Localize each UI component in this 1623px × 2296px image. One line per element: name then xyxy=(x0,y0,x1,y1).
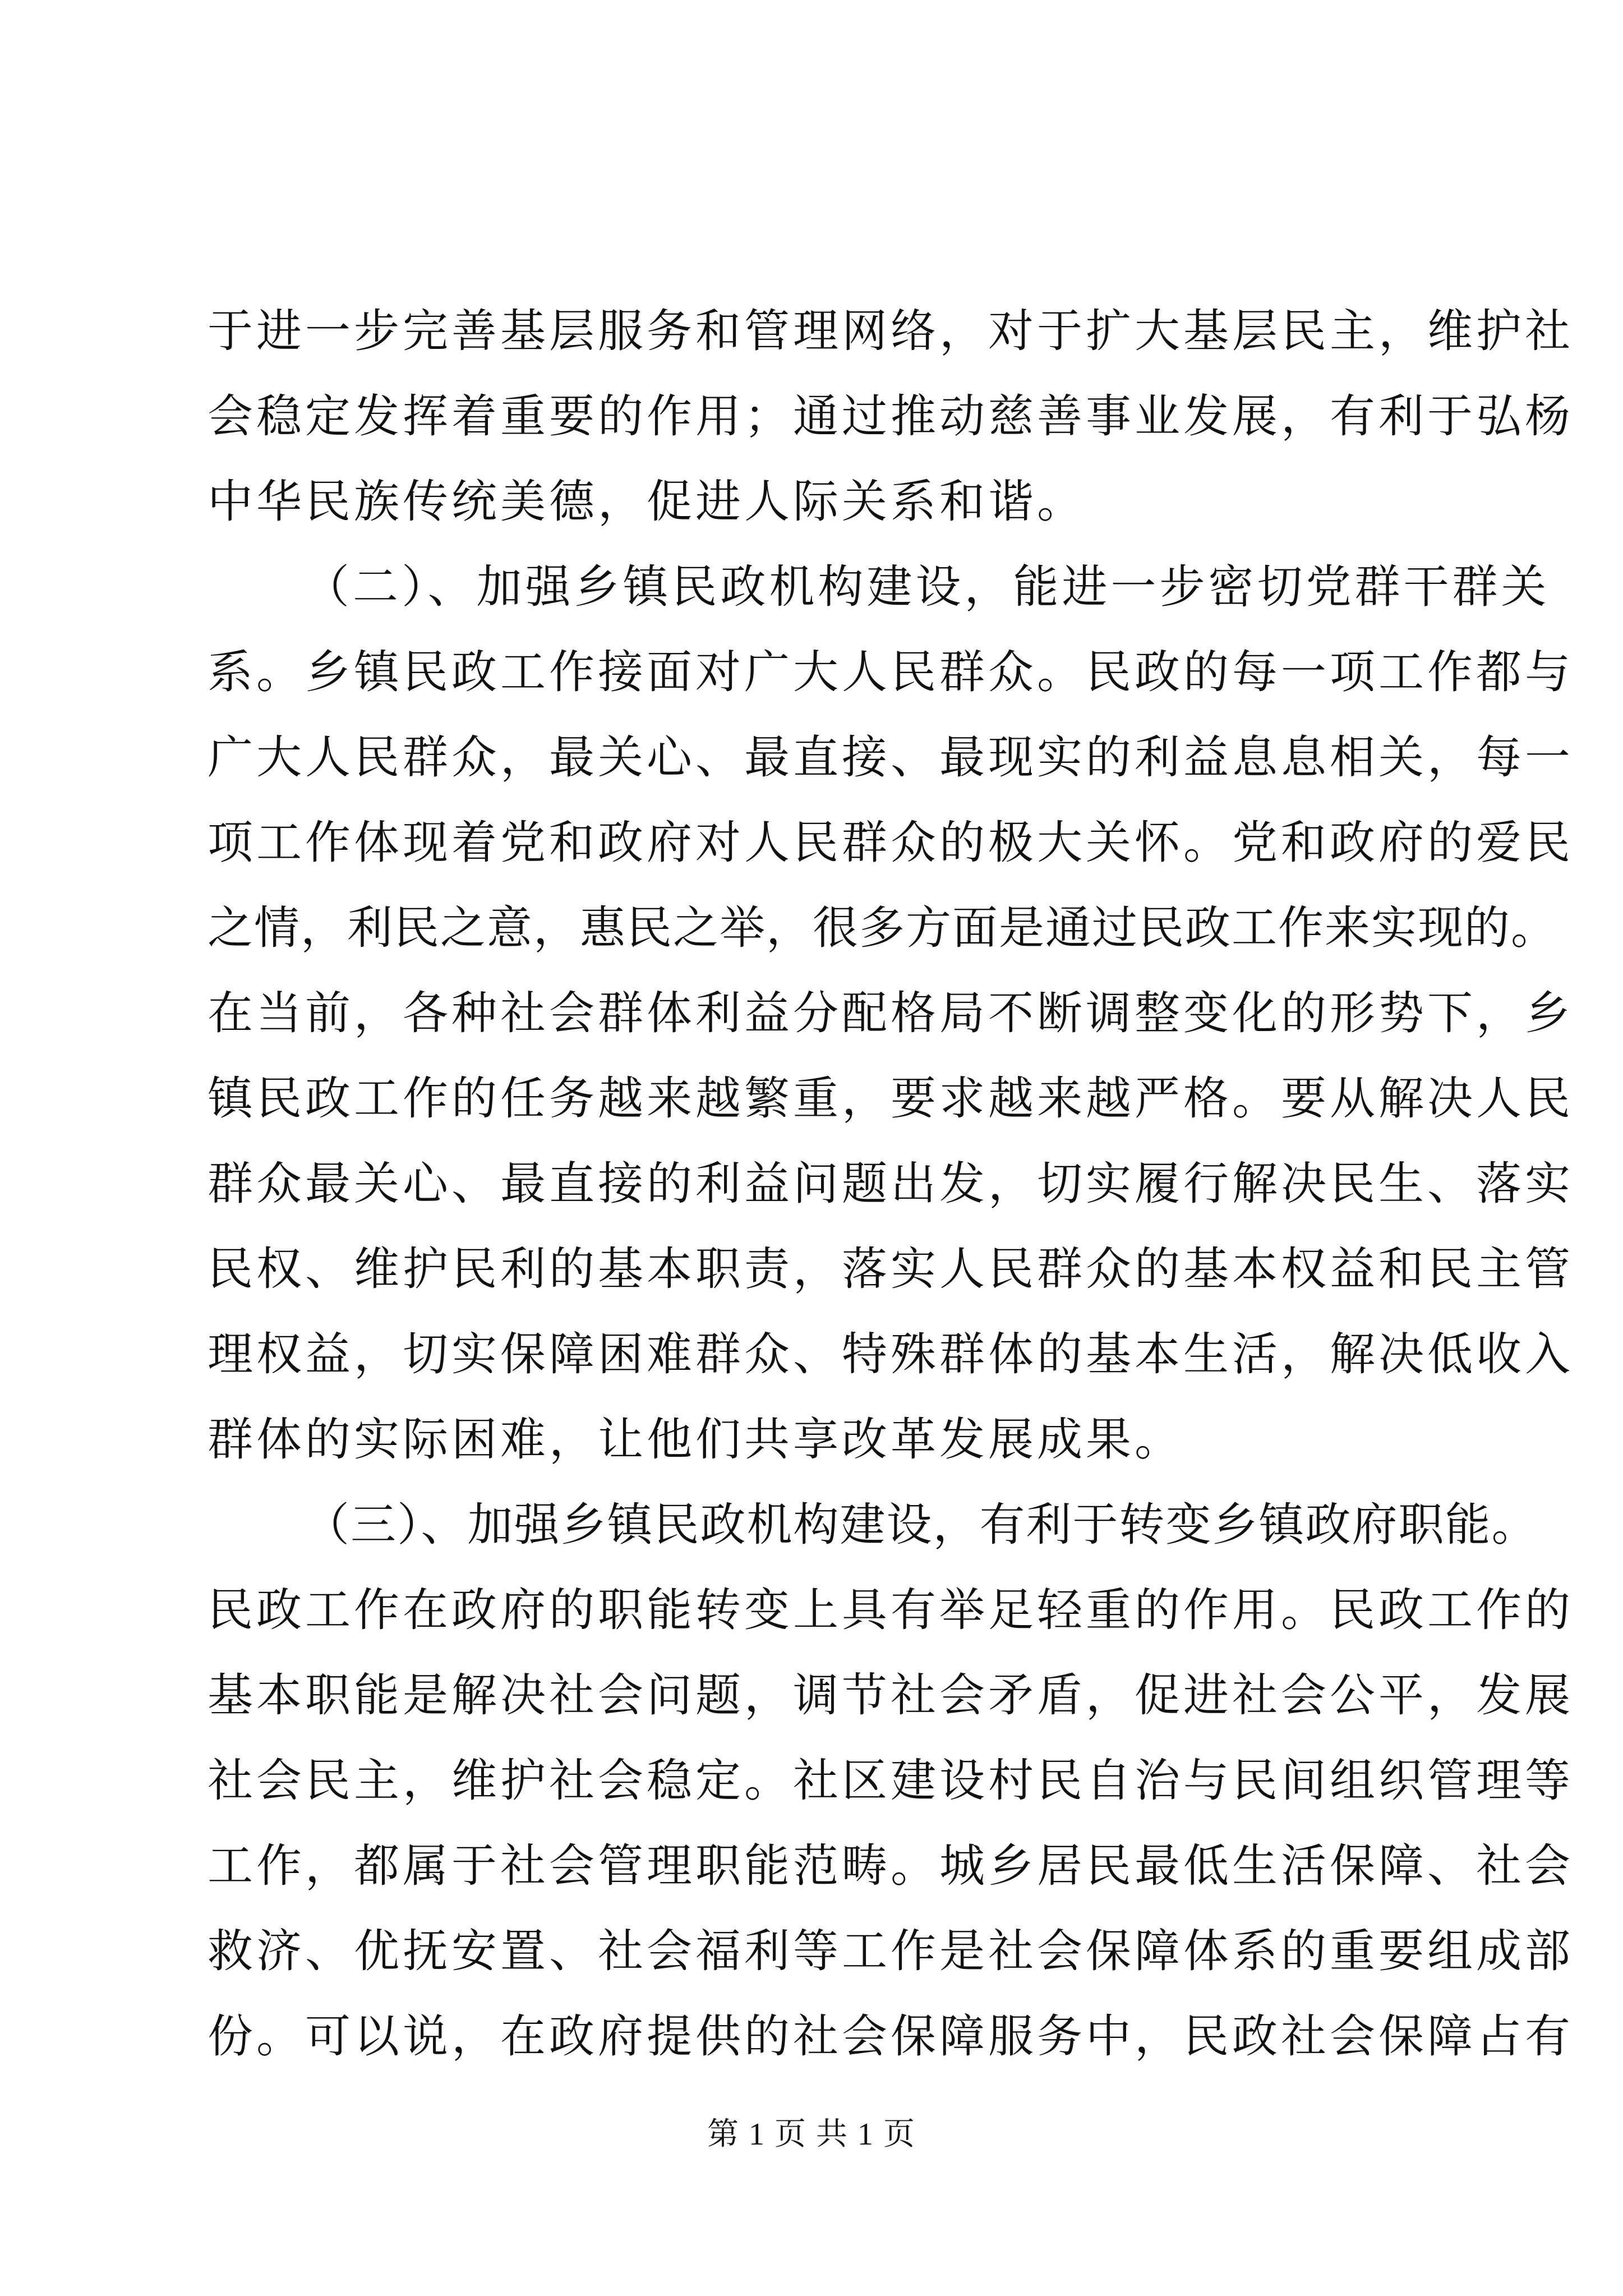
text-line: 广大人民群众，最关心、最直接、最现实的利益息息相关，每一 xyxy=(208,731,1574,784)
text-line: 社会民主，维护社会稳定。社区建设村民自治与民间组织管理等 xyxy=(208,1755,1574,1807)
text-line: 基本职能是解决社会问题，调节社会矛盾，促进社会公平，发展 xyxy=(208,1669,1574,1722)
paragraph-heading-line: （三）、加强乡镇民政机构建设，有利于转变乡镇政府职能。 xyxy=(304,1499,1538,1552)
text-line: 工作，都属于社会管理职能范畴。城乡居民最低生活保障、社会 xyxy=(208,1840,1574,1893)
paragraph-heading-line: （二）、加强乡镇民政机构建设，能进一步密切党群干群关 xyxy=(304,561,1550,614)
text-line: 民政工作在政府的职能转变上具有举足轻重的作用。民政工作的 xyxy=(208,1584,1574,1637)
text-line: 之情，利民之意，惠民之举，很多方面是通过民政工作来实现的。 xyxy=(208,902,1558,955)
text-line: 群众最关心、最直接的利益问题出发，切实履行解决民生、落实 xyxy=(208,1158,1574,1211)
text-line: 民权、维护民利的基本职责，落实人民群众的基本权益和民主管 xyxy=(208,1243,1574,1296)
text-line: 群体的实际困难，让他们共享改革发展成果。 xyxy=(208,1414,1184,1466)
document-body xyxy=(208,289,1574,2079)
text-line: 项工作体现着党和政府对人民群众的极大关怀。党和政府的爱民 xyxy=(208,817,1574,869)
text-line: 在当前，各种社会群体利益分配格局不断调整变化的形势下，乡 xyxy=(208,987,1574,1040)
page-number-footer: 第 1 页 共 1 页 xyxy=(707,2117,916,2152)
text-line: 系。乡镇民政工作接面对广大人民群众。民政的每一项工作都与 xyxy=(208,646,1574,699)
text-line: 镇民政工作的任务越来越繁重，要求越来越严格。要从解决人民 xyxy=(208,1073,1574,1125)
text-line: 于进一步完善基层服务和管理网络，对于扩大基层民主，维护社 xyxy=(208,305,1574,358)
text-line: 救济、优抚安置、社会福利等工作是社会保障体系的重要组成部 xyxy=(208,1925,1574,1978)
text-line: 会稳定发挥着重要的作用；通过推动慈善事业发展，有利于弘杨 xyxy=(208,390,1574,443)
text-line: 份。可以说，在政府提供的社会保障服务中，民政社会保障占有 xyxy=(208,2010,1574,2063)
text-line: 中华民族传统美德，促进人际关系和谐。 xyxy=(208,476,1086,528)
text-line: 理权益，切实保障困难群众、特殊群体的基本生活，解决低收入 xyxy=(208,1328,1574,1381)
